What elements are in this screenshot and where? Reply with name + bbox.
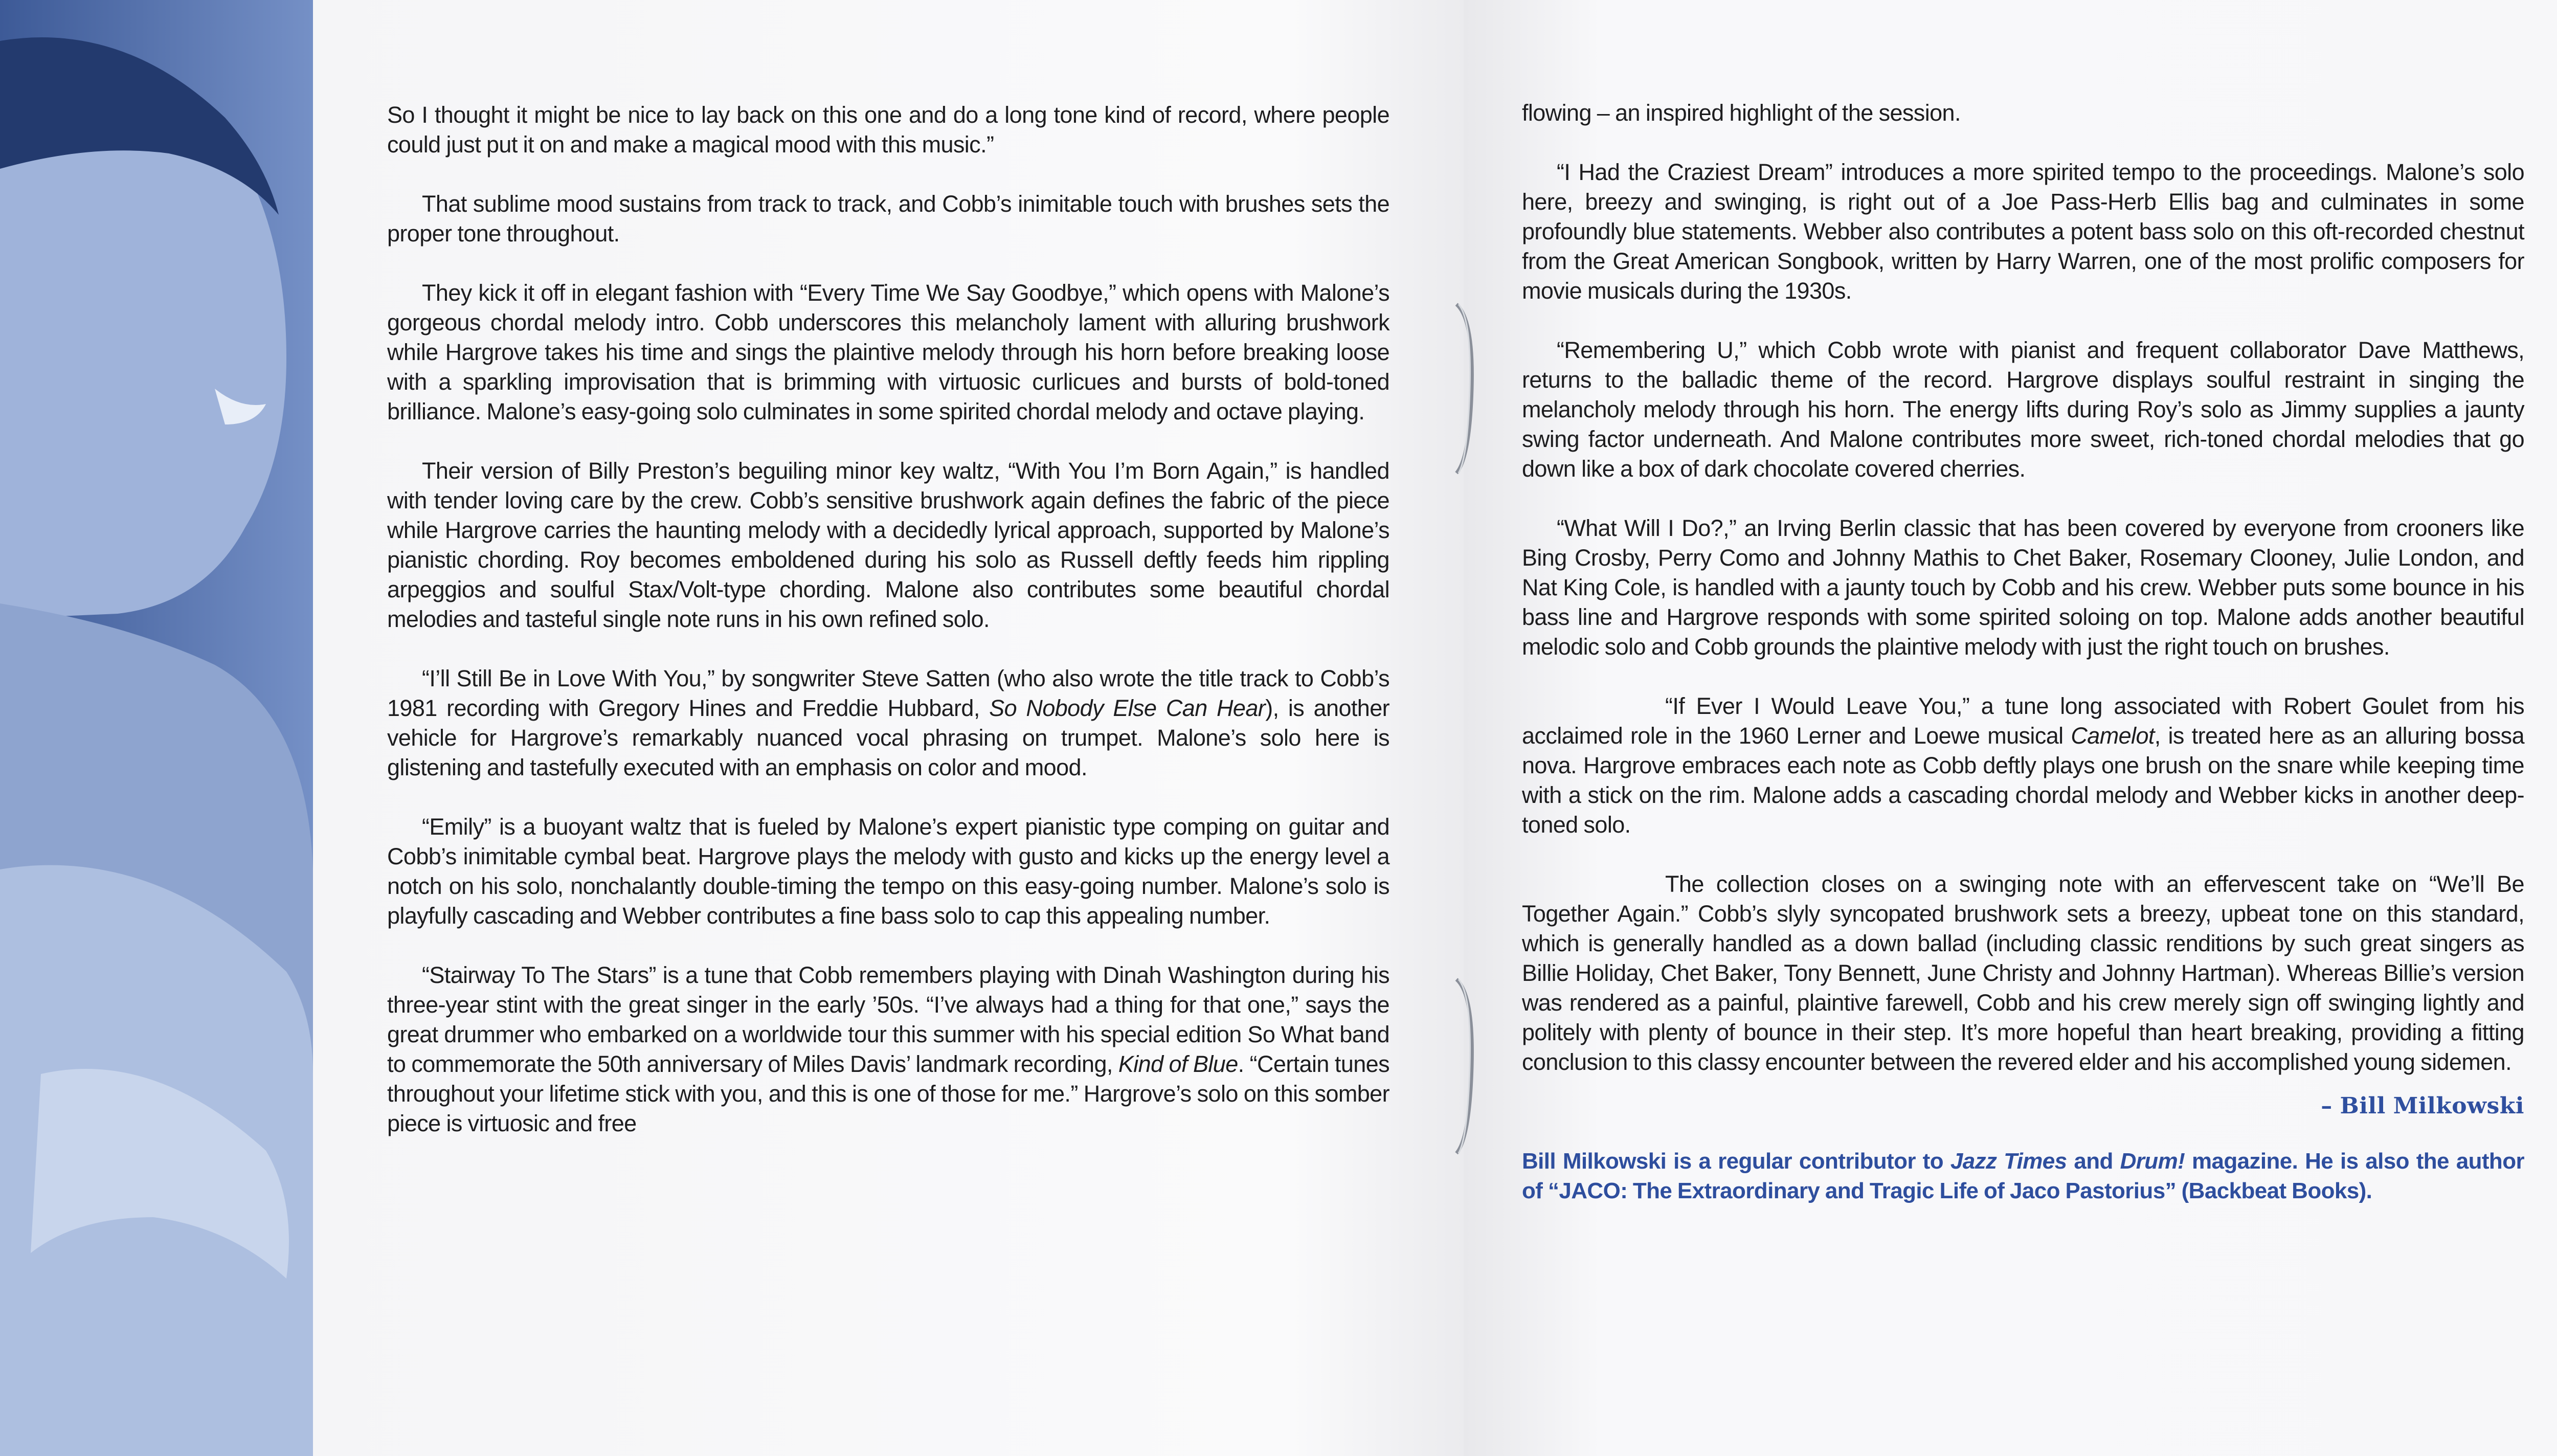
author-bio: Bill Milkowski is a regular contributor to Jazz Times and Drum! magazine. He is also the author of “JACO: The Extraordinary and Tragic Life of Jaco Pastorius” (Backbeat Books).: [1522, 1149, 2524, 1203]
paragraph: That sublime mood sustains from track to track, and Cobb’s inimitable touch with brushes sets the proper tone throughout.: [387, 191, 1389, 247]
smiling-man-photo: [0, 0, 313, 1456]
right-text-column: [1522, 98, 2524, 1206]
author-signature: – Bill Milkowski: [2321, 1093, 2524, 1119]
paragraph: “If Ever I Would Leave You,” a tune long associated with Robert Goulet from his acclaimed role in the 1960 Lerner and Loewe musical Camelot, is treated here as an alluring bossa nova. Hargrove embraces each note as Cobb deftly plays one brush on the snare while keeping time with a stick on the rim. Malone adds a cascading chordal melody and Webber kicks in another deep-toned solo.: [1522, 693, 2524, 838]
paragraph: The collection closes on a swinging note with an effervescent take on “We’ll Be Together Again.” Cobb’s slyly syncopated brushwork sets a breezy, upbeat tone on this standard, which is generally handled as a down ballad (including classic renditions by such great singers as Billie Holiday, Chet Baker, Tony Bennett, June Christy and Johnny Hartman). Whereas Billie’s version was rendered as a painful, plaintive farewell, Cobb and his crew merely sign off swinging lightly and politely with plenty of bounce in their step. It’s more hopeful than heart breaking, providing a fitting conclusion to this classy encounter between the revered elder and his accomplished young sidemen.: [1522, 871, 2524, 1075]
paragraph: “Emily” is a buoyant waltz that is fueled by Malone’s expert pianistic type comping on guitar and Cobb’s inimitable cymbal beat. Hargrove plays the melody with gusto and kicks up the energy level a notch on his solo, nonchalantly double-timing the tempo on this easy-going number. Malone’s solo is playfully cascading and Webber contributes a fine bass solo to cap this appealing number.: [387, 814, 1389, 929]
paragraph: So I thought it might be nice to lay back on this one and do a long tone kind of record, where people could just put it on and make a magical mood with this music.”: [387, 102, 1389, 158]
paragraph: Their version of Billy Preston’s beguiling minor key waltz, “With You I’m Born Again,” is handled with tender loving care by the crew. Cobb’s sensitive brushwork again defines the fabric of the piece while Hargrove carries the haunting melody with a decidedly lyrical approach, supported by Malone’s pianistic chording. Roy becomes emboldened during his solo as Russell deftly feeds him rippling arpeggios and soulful Stax/Volt-type chording. Malone also contributes some beautiful chordal melodies and tasteful single note runs in his own refined solo.: [387, 458, 1389, 632]
staple-bottom: [1451, 974, 1476, 1158]
paragraph: “Remembering U,” which Cobb wrote with pianist and frequent collaborator Dave Matthews, returns to the balladic theme of the record. Hargrove displays soulful restraint in singing the melancholy melody through his horn. The energy lifts during Roy’s solo as Jimmy supplies a jaunty swing factor underneath. And Malone contributes more sweet, rich-toned chordal melodies that go down like a box of dark chocolate covered cherries.: [1522, 337, 2524, 482]
left-text-column: [387, 100, 1389, 1168]
paragraph: “What Will I Do?,” an Irving Berlin classic that has been covered by everyone from crooners like Bing Crosby, Perry Como and Johnny Mathis to Chet Baker, Rosemary Clooney, Julie London, and Nat King Cole, is handled with a jaunty touch by Cobb and his crew. Webber puts some bounce in his bass line and Hargrove responds with some spirited soloing on top. Malone adds another beautiful melodic solo and Cobb grounds the plaintive melody with just the right touch on brushes.: [1522, 515, 2524, 660]
paragraph: They kick it off in elegant fashion with “Every Time We Say Goodbye,” which opens with Malone’s gorgeous chordal melody intro. Cobb underscores this melancholy lament with alluring brushwork while Hargrove takes his time and sings the plaintive melody through his horn before breaking loose with a sparkling improvisation that is brimming with virtuosic curlicues and bursts of bold-toned brilliance. Malone’s easy-going solo culminates in some spirited chordal melody and octave playing.: [387, 280, 1389, 424]
paragraph: “Stairway To The Stars” is a tune that Cobb remembers playing with Dinah Washington during his three-year stint with the great singer in the early ’50s. “I’ve always had a thing for that one,” says the great drummer who embarked on a worldwide tour this summer with his special edition So What band to commemorate the 50th anniversary of Miles Davis’ landmark recording, Kind of Blue. “Certain tunes throughout your lifetime stick with you, and this is one of those for me.” Hargrove’s solo on this somber piece is virtuosic and free: [387, 962, 1389, 1136]
left-page: [313, 0, 1464, 1456]
left-photo-panel: [0, 0, 313, 1456]
paragraph: “I Had the Craziest Dream” introduces a more spirited tempo to the proceedings. Malone’s solo here, breezy and swinging, is right out of a Joe Pass-Herb Ellis bag and culminates in some profoundly blue statements. Webber also contributes a potent bass solo on this oft-recorded chestnut from the Great American Songbook, written by Harry Warren, one of the most prolific composers for movie musicals during the 1930s.: [1522, 159, 2524, 304]
staple-top: [1451, 299, 1476, 478]
paragraph: “I’ll Still Be in Love With You,” by songwriter Steve Satten (who also wrote the title track to Cobb’s 1981 recording with Gregory Hines and Freddie Hubbard, So Nobody Else Can Hear), is another vehicle for Hargrove’s remarkably nuanced vocal phrasing on trumpet. Malone’s solo here is glistening and tastefully executed with an emphasis on color and mood.: [387, 665, 1390, 780]
paragraph: flowing – an inspired highlight of the session.: [1522, 100, 1961, 126]
right-page: [1464, 0, 2557, 1456]
